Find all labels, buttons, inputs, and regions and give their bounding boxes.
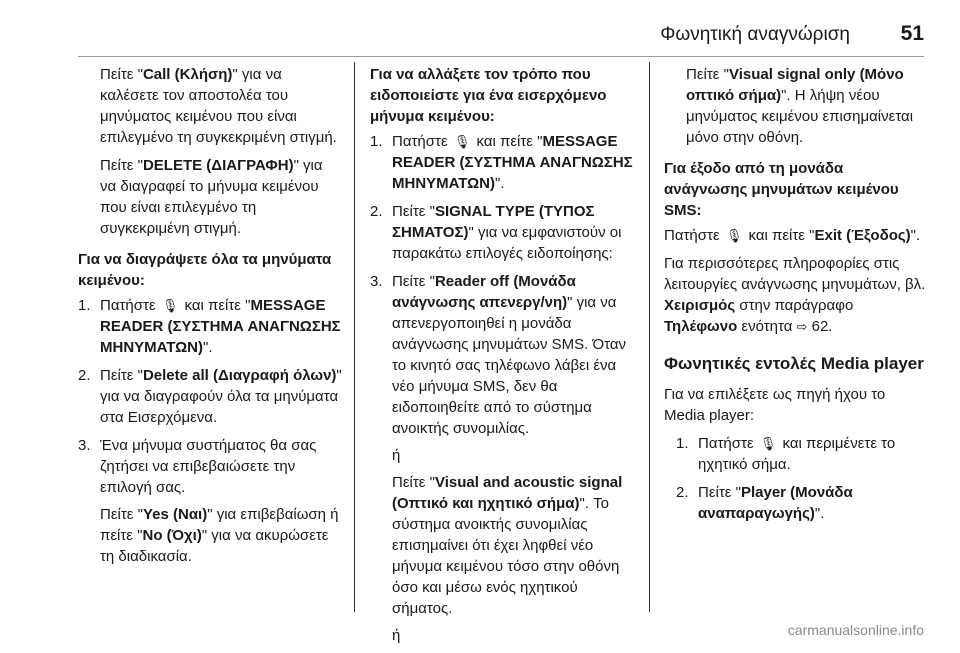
list-item: 3. Πείτε "Reader off (Μονάδα ανάγνωσης απενεργ/νη)" για να απενεργοποιηθεί η μονάδα ανάγνωσης μηνυμάτων SMS. Όταν το κινητό σας τηλέφωνο λάβει ένα νέο μήνυμα SMS, δεν θα ειδοποιηθείτε από το σύστημα ανοικτής συνομιλίας. ή Πείτε "Visual and acoustic signal (Οπτικό και ηχητικό σήμα)". Το σύστημα ανοικτής συνομιλίας επισημαίνει ότι έχει ληφθεί νέο μήνυμα κειμένου τόσο στην οθόνη όσο και μέσω ενός ηχητικού σήματος. ή: [370, 273, 626, 644]
page-title: Φωνητική αναγνώριση: [660, 24, 850, 45]
heading-delete-all: Για να διαγράψετε όλα τα μηνύματα κειμένου:: [78, 251, 332, 289]
column-divider: [354, 62, 355, 612]
voice-icon: 🎙: [453, 134, 471, 149]
header-rule: [78, 56, 924, 57]
paragraph-visual-only: Πείτε "Visual signal only (Μόνο οπτικό σήμα)". Η λήψη νέου μηνύματος κειμένου επισημαίνεται μόνο στην οθόνη.: [686, 66, 914, 146]
reference-arrow-icon: ⇨: [796, 319, 808, 334]
list-item: 2. Πείτε "Delete all (Διαγραφή όλων)" για να διαγραφούν όλα τα μηνύματα στα Εισερχόμενα.: [78, 367, 342, 426]
list-item: 1. Πατήστε 🎙 και περιμένετε το ηχητικό σήμα.: [676, 435, 896, 473]
list-item: 1. Πατήστε 🎙 και πείτε "MESSAGE READER (ΣΥΣΤΗΜΑ ΑΝΑΓΝΩΣΗΣ ΜΗΝΥΜΑΤΩΝ)".: [370, 133, 633, 192]
column-divider: [649, 62, 650, 612]
list-item: 3. Ένα μήνυμα συστήματος θα σας ζητήσει να επιβεβαιώσετε την επιλογή σας. Πείτε "Yes (Ναι)" για επιβεβαίωση ή πείτε "No (Όχι)" για να ακυρώσετε τη διαδικασία.: [78, 437, 339, 565]
steps-signal-type: [370, 131, 634, 646]
voice-icon: 🎙: [161, 298, 179, 313]
list-item: 2. Πείτε "SIGNAL TYPE (ΤΥΠΟΣ ΣΗΜΑΤΟΣ)" για να εμφανιστούν οι παρακάτω επιλογές ειδοποίησης:: [370, 203, 622, 262]
column-1: [78, 64, 342, 574]
page-header: [0, 0, 960, 52]
paragraph-delete: Πείτε "DELETE (ΔΙΑΓΡΑΦΗ)" για να διαγραφεί το μήνυμα κειμένου που είναι επιλεγμένο τη συγκεκριμένη στιγμή.: [100, 157, 323, 237]
column-3: [664, 64, 928, 531]
paragraph-media-player: Για να επιλέξετε ως πηγή ήχου το Media player:: [664, 386, 886, 424]
steps-delete-all: [78, 295, 342, 567]
heading-exit: Για έξοδο από τη μονάδα ανάγνωσης μηνυμάτων κειμένου SMS:: [664, 160, 899, 219]
list-item: 1. Πατήστε 🎙 και πείτε "MESSAGE READER (ΣΥΣΤΗΜΑ ΑΝΑΓΝΩΣΗΣ ΜΗΝΥΜΑΤΩΝ)".: [78, 297, 341, 356]
steps-media-player: [664, 433, 928, 524]
section-title-media-player: Φωνητικές εντολές Media player: [664, 354, 924, 373]
column-2: [370, 64, 634, 653]
paragraph-exit: Πατήστε 🎙 και πείτε "Exit (Έξοδος)".: [664, 227, 921, 244]
watermark: carmanualsonline.info: [787, 622, 924, 638]
voice-icon: 🎙: [759, 436, 777, 451]
list-item: 2. Πείτε "Player (Μονάδα αναπαραγωγής)".: [676, 484, 853, 522]
paragraph-more-info: Για περισσότερες πληροφορίες στις λειτουργίες ανάγνωσης μηνυμάτων, βλ. Χειρισμός στην παράγραφο Τηλέφωνο ενότητα ⇨ 62.: [664, 255, 926, 335]
heading-signal-type: Για να αλλάξετε τον τρόπο που ειδοποιείστε για ένα εισερχόμενο μήνυμα κειμένου:: [370, 66, 607, 125]
page-number: 51: [900, 22, 924, 45]
paragraph-call: Πείτε "Call (Κλήση)" για να καλέσετε τον αποστολέα του μηνύματος κειμένου που είναι επιλεγμένο τη συγκεκριμένη στιγμή.: [100, 66, 337, 146]
voice-icon: 🎙: [725, 228, 743, 243]
